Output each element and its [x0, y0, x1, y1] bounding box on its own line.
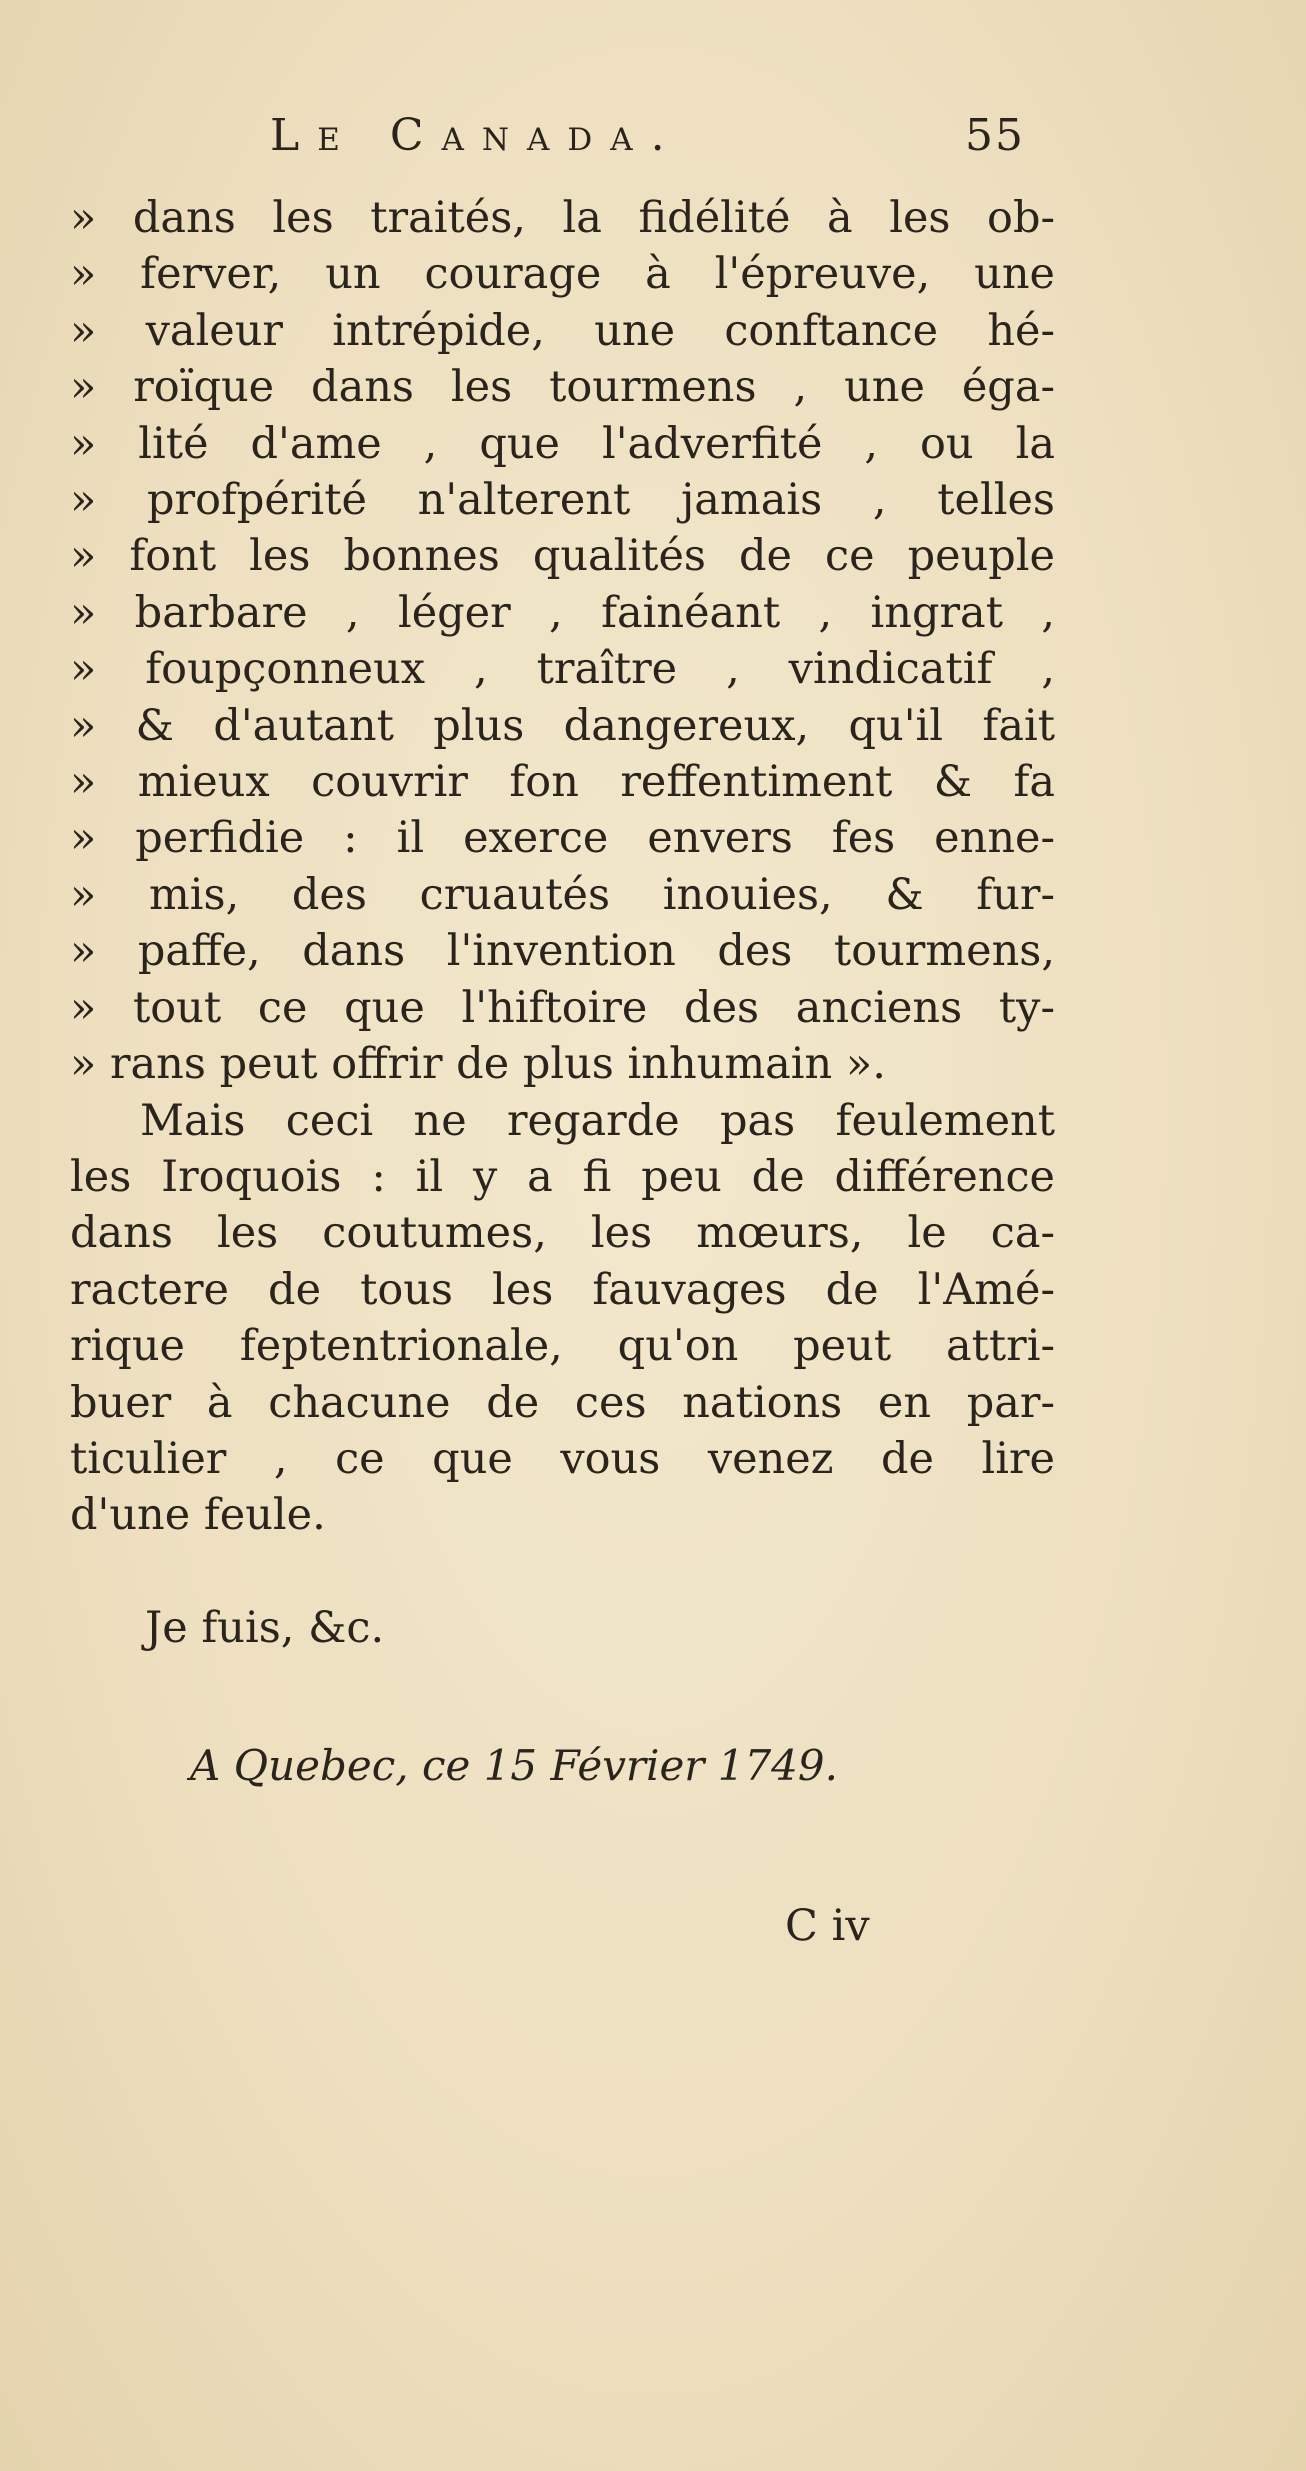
text-line: » & d'autant plus dangereux, qu'il fait	[70, 700, 1055, 751]
text-line: » mis, des cruautés inouies, & fur-	[70, 869, 1055, 920]
text-line: » paffe, dans l'invention des tourmens,	[70, 926, 1055, 977]
text-line: » perfidie : il exerce envers fes enne-	[70, 813, 1055, 864]
text-line: les Iroquois : il y a fi peu de différence	[70, 1151, 1055, 1202]
text-line: rique feptentrionale, qu'on peut attri-	[70, 1321, 1055, 1372]
text-line: » valeur intrépide, une conftance hé-	[70, 305, 1055, 356]
text-line: ticulier , ce que vous venez de lire	[70, 1433, 1055, 1484]
text-line: » foupçonneux , traître , vindicatif ,	[70, 644, 1055, 695]
text-line: » tout ce que l'hiftoire des anciens ty-	[70, 982, 1055, 1033]
closing-formula: Je fuis, &c.	[145, 1602, 385, 1653]
paragraph	[70, 1093, 1070, 1544]
text-line: buer à chacune de ces nations en par-	[70, 1377, 1055, 1428]
text-line: dans les coutumes, les mœurs, le ca-	[70, 1208, 1055, 1259]
text-line: ractere de tous les fauvages de l'Amé-	[70, 1264, 1055, 1315]
text-line: » mieux couvrir fon reffentiment & fa	[70, 757, 1055, 808]
text-line: Mais ceci ne regarde pas feulement	[140, 1095, 1055, 1146]
running-head	[70, 110, 1070, 190]
spacer	[70, 1544, 1070, 1600]
text-line: » roïque dans les tourmens , une éga-	[70, 362, 1055, 413]
page-number: 55	[965, 110, 1025, 161]
text-line: » ferver, un courage à l'épreuve, une	[70, 249, 1055, 300]
text-line: » font les bonnes qualités de ce peuple	[70, 531, 1055, 582]
text-line: » lité d'ame , que l'adverfité , ou la	[70, 418, 1055, 469]
text-line: » profpérité n'alterent jamais , telles	[70, 475, 1055, 526]
text-line: d'une feule.	[70, 1490, 326, 1541]
text-line: » dans les traités, la fidélité à les ob-	[70, 193, 1055, 243]
dateline: A Quebec, ce 15 Février 1749.	[190, 1740, 838, 1790]
page-content	[70, 110, 1070, 1954]
running-title: Le Canada.	[270, 110, 683, 161]
quotation-block	[70, 190, 1070, 1093]
signature-mark: C iv	[785, 1900, 870, 1951]
text-line: » barbare , léger , fainéant , ingrat ,	[70, 587, 1055, 638]
text-line: » rans peut offrir de plus inhumain ».	[70, 1039, 886, 1090]
